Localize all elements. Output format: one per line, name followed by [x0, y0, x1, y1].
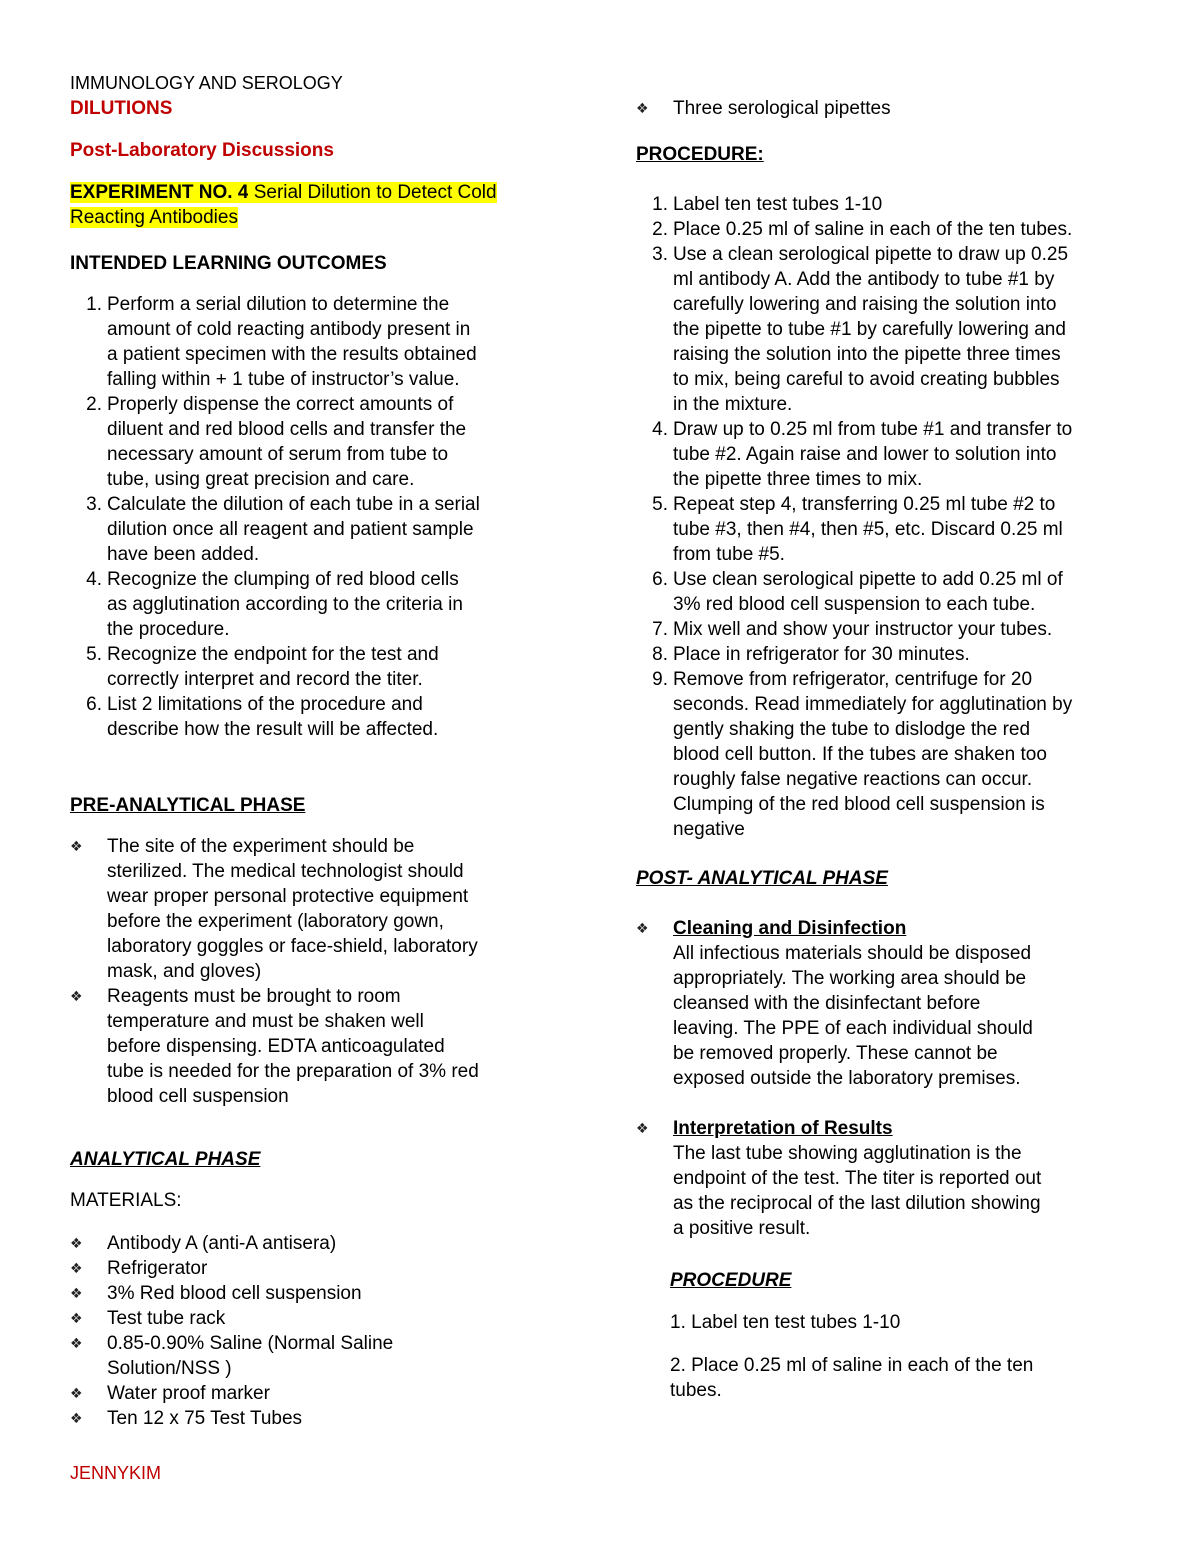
- item-number: 3.: [652, 244, 668, 265]
- diamond-bullet-icon: ❖: [636, 920, 649, 936]
- diamond-bullet-icon: ❖: [70, 1260, 83, 1276]
- text-line: tube, using great precision and care.: [107, 469, 415, 490]
- text-line: Properly dispense the correct amounts of: [107, 394, 454, 415]
- material-item: [636, 96, 1136, 121]
- text-line: Recognize the endpoint for the test and: [107, 644, 439, 665]
- course-name: IMMUNOLOGY AND SEROLOGY: [70, 73, 343, 93]
- item-number: 5.: [652, 494, 668, 515]
- material-item: [70, 1281, 580, 1306]
- text-line: leaving. The PPE of each individual should: [673, 1018, 1033, 1039]
- text-line: All infectious materials should be disposed: [673, 943, 1032, 964]
- text-line: Water proof marker: [107, 1383, 270, 1404]
- item-number: 1.: [86, 294, 102, 315]
- text-line: the procedure.: [107, 619, 230, 640]
- text-line: necessary amount of serum from tube to: [107, 444, 449, 465]
- item-number: 9.: [652, 669, 668, 690]
- text-line: Refrigerator: [107, 1258, 208, 1279]
- text-line: before dispensing. EDTA anticoagulated: [107, 1036, 445, 1057]
- procedure-step-item: [636, 567, 1146, 617]
- post-analytical-item: [636, 1116, 1146, 1241]
- document-subtitle: Post-Laboratory Discussions: [70, 140, 334, 161]
- text-line: endpoint of the test. The titer is reported out: [673, 1168, 1042, 1189]
- text-line: sterilized. The medical technologist should: [107, 861, 464, 882]
- procedure2-step2-line2: tubes.: [670, 1380, 722, 1401]
- procedure-list: [636, 192, 1146, 842]
- text-line: a patient specimen with the results obtained: [107, 344, 477, 365]
- analytical-heading: ANALYTICAL PHASE: [70, 1149, 261, 1170]
- text-line: wear proper personal protective equipment: [107, 886, 469, 907]
- text-line: the pipette three times to mix.: [673, 469, 923, 490]
- text-line: appropriately. The working area should be: [673, 968, 1027, 989]
- ilo-item: [70, 642, 580, 692]
- text-line: Calculate the dilution of each tube in a serial: [107, 494, 480, 515]
- pre-analytical-heading: PRE-ANALYTICAL PHASE: [70, 795, 306, 816]
- text-line: Draw up to 0.25 ml from tube #1 and transfer to: [673, 419, 1073, 440]
- post-analytical-item-title: Cleaning and Disinfection: [673, 918, 907, 939]
- ilo-item: [70, 392, 580, 492]
- text-line: List 2 limitations of the procedure and: [107, 694, 423, 715]
- text-line: Remove from refrigerator, centrifuge for 20: [673, 669, 1033, 690]
- diamond-bullet-icon: ❖: [70, 1285, 83, 1301]
- experiment-label: EXPERIMENT NO. 4: [70, 182, 249, 203]
- text-line: tube #3, then #4, then #5, etc. Discard 0.25 ml: [673, 519, 1063, 540]
- text-line: in the mixture.: [673, 394, 793, 415]
- text-line: Solution/NSS ): [107, 1358, 232, 1379]
- procedure-step-item: [636, 617, 1146, 642]
- materials-list-continued: [636, 96, 1136, 121]
- text-line: temperature and must be shaken well: [107, 1011, 424, 1032]
- material-item: [70, 1306, 580, 1331]
- text-line: Place in refrigerator for 30 minutes.: [673, 644, 970, 665]
- pre-analytical-item: [70, 834, 580, 984]
- item-number: 2.: [652, 219, 668, 240]
- text-line: before the experiment (laboratory gown,: [107, 911, 444, 932]
- item-number: 8.: [652, 644, 668, 665]
- ilo-list: [70, 292, 580, 742]
- text-line: 3% Red blood cell suspension: [107, 1283, 362, 1304]
- text-line: the pipette to tube #1 by carefully lowering and: [673, 319, 1066, 340]
- diamond-bullet-icon: ❖: [70, 838, 83, 854]
- procedure-step-item: [636, 642, 1146, 667]
- text-line: describe how the result will be affected.: [107, 719, 439, 740]
- ilo-heading: INTENDED LEARNING OUTCOMES: [70, 253, 387, 274]
- text-line: blood cell suspension: [107, 1086, 289, 1107]
- materials-list: [70, 1231, 580, 1431]
- text-line: Place 0.25 ml of saline in each of the ten tubes.: [673, 219, 1073, 240]
- material-item: [70, 1256, 580, 1281]
- text-line: Recognize the clumping of red blood cells: [107, 569, 459, 590]
- experiment-title: [70, 180, 570, 230]
- text-line: Clumping of the red blood cell suspension is: [673, 794, 1045, 815]
- text-line: as agglutination according to the criteria in: [107, 594, 463, 615]
- material-item: [70, 1231, 580, 1256]
- document-title: DILUTIONS: [70, 98, 173, 119]
- text-line: exposed outside the laboratory premises.: [673, 1068, 1021, 1089]
- text-line: Reagents must be brought to room: [107, 986, 401, 1007]
- text-line: The last tube showing agglutination is the: [673, 1143, 1022, 1164]
- item-number: 6.: [86, 694, 102, 715]
- text-line: Use a clean serological pipette to draw up 0.25: [673, 244, 1069, 265]
- text-line: Three serological pipettes: [673, 98, 891, 119]
- text-line: as the reciprocal of the last dilution showing: [673, 1193, 1041, 1214]
- procedure2-step2: [670, 1353, 1033, 1403]
- text-line: amount of cold reacting antibody present in: [107, 319, 471, 340]
- pre-analytical-item: [70, 984, 580, 1109]
- diamond-bullet-icon: ❖: [70, 1235, 83, 1251]
- procedure-step-item: [636, 667, 1146, 842]
- text-line: falling within + 1 tube of instructor’s value.: [107, 369, 460, 390]
- text-line: to mix, being careful to avoid creating bubbles: [673, 369, 1060, 390]
- text-line: Ten 12 x 75 Test Tubes: [107, 1408, 303, 1429]
- text-line: diluent and red blood cells and transfer the: [107, 419, 467, 440]
- diamond-bullet-icon: ❖: [70, 1385, 83, 1401]
- text-line: The site of the experiment should be: [107, 836, 415, 857]
- text-line: carefully lowering and raising the solution into: [673, 294, 1057, 315]
- item-number: 1.: [652, 194, 668, 215]
- text-line: 0.85-0.90% Saline (Normal Saline: [107, 1333, 394, 1354]
- diamond-bullet-icon: ❖: [636, 1120, 649, 1136]
- diamond-bullet-icon: ❖: [70, 1410, 83, 1426]
- ilo-item: [70, 567, 580, 642]
- item-number: 3.: [86, 494, 102, 515]
- text-line: ml antibody A. Add the antibody to tube #1 by: [673, 269, 1055, 290]
- ilo-item: [70, 292, 580, 392]
- text-line: blood cell button. If the tubes are shaken too: [673, 744, 1047, 765]
- diamond-bullet-icon: ❖: [70, 988, 83, 1004]
- diamond-bullet-icon: ❖: [636, 100, 649, 116]
- text-line: roughly false negative reactions can occur.: [673, 769, 1033, 790]
- item-number: 6.: [652, 569, 668, 590]
- procedure-step-item: [636, 242, 1146, 417]
- procedure-heading: PROCEDURE:: [636, 144, 764, 165]
- text-line: tube #2. Again raise and lower to solution into: [673, 444, 1057, 465]
- text-line: mask, and gloves): [107, 961, 262, 982]
- procedure-step-item: [636, 217, 1146, 242]
- text-line: Label ten test tubes 1-10: [673, 194, 883, 215]
- procedure2-step2-line1: 2. Place 0.25 ml of saline in each of the ten: [670, 1355, 1034, 1376]
- text-line: be removed properly. These cannot be: [673, 1043, 998, 1064]
- materials-label: MATERIALS:: [70, 1190, 182, 1211]
- text-line: Use clean serological pipette to add 0.25 ml of: [673, 569, 1063, 590]
- experiment-name-line1: Serial Dilution to Detect Cold: [248, 182, 497, 203]
- diamond-bullet-icon: ❖: [70, 1310, 83, 1326]
- post-analytical-item: [636, 916, 1146, 1091]
- procedure-step-item: [636, 492, 1146, 567]
- text-line: Perform a serial dilution to determine the: [107, 294, 450, 315]
- footer-author: JENNYKIM: [70, 1463, 162, 1483]
- diamond-bullet-icon: ❖: [70, 1335, 83, 1351]
- text-line: laboratory goggles or face-shield, laboratory: [107, 936, 478, 957]
- text-line: a positive result.: [673, 1218, 811, 1239]
- item-number: 4.: [86, 569, 102, 590]
- post-analytical-heading: POST- ANALYTICAL PHASE: [636, 868, 888, 889]
- text-line: 3% red blood cell suspension to each tube.: [673, 594, 1036, 615]
- experiment-name-line2: Reacting Antibodies: [70, 207, 238, 228]
- post-analytical-list: [636, 916, 1146, 1241]
- text-line: have been added.: [107, 544, 260, 565]
- text-line: Mix well and show your instructor your tubes.: [673, 619, 1053, 640]
- ilo-item: [70, 492, 580, 567]
- item-number: 5.: [86, 644, 102, 665]
- text-line: correctly interpret and record the titer.: [107, 669, 423, 690]
- text-line: Antibody A (anti-A antisera): [107, 1233, 337, 1254]
- material-item: [70, 1331, 580, 1381]
- ilo-item: [70, 692, 580, 742]
- pre-analytical-list: [70, 834, 580, 1109]
- text-line: from tube #5.: [673, 544, 785, 565]
- procedure2-step1: 1. Label ten test tubes 1-10: [670, 1312, 901, 1333]
- material-item: [70, 1406, 580, 1431]
- procedure2-heading: PROCEDURE: [670, 1270, 792, 1291]
- text-line: cleansed with the disinfectant before: [673, 993, 981, 1014]
- text-line: seconds. Read immediately for agglutination by: [673, 694, 1073, 715]
- item-number: 7.: [652, 619, 668, 640]
- text-line: gently shaking the tube to dislodge the red: [673, 719, 1031, 740]
- text-line: dilution once all reagent and patient sample: [107, 519, 474, 540]
- procedure-step-item: [636, 192, 1146, 217]
- item-number: 4.: [652, 419, 668, 440]
- post-analytical-item-title: Interpretation of Results: [673, 1118, 893, 1139]
- text-line: Test tube rack: [107, 1308, 226, 1329]
- text-line: raising the solution into the pipette three times: [673, 344, 1061, 365]
- procedure-step-item: [636, 417, 1146, 492]
- text-line: Repeat step 4, transferring 0.25 ml tube #2 to: [673, 494, 1056, 515]
- item-number: 2.: [86, 394, 102, 415]
- text-line: negative: [673, 819, 745, 840]
- material-item: [70, 1381, 580, 1406]
- text-line: tube is needed for the preparation of 3% red: [107, 1061, 479, 1082]
